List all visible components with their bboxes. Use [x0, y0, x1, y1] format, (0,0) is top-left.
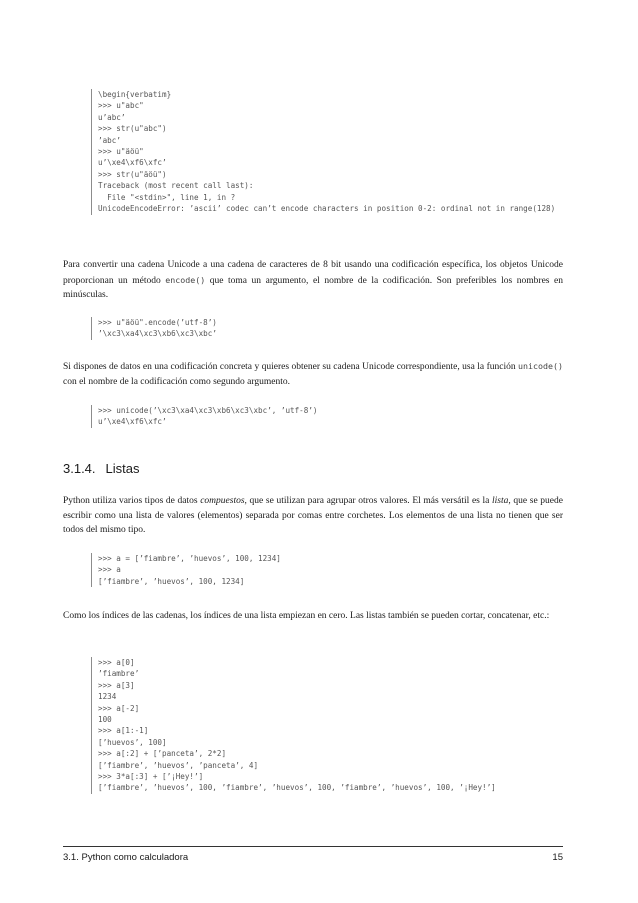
code-line: >>> a: [98, 565, 121, 575]
code-block-encode: [91, 317, 217, 340]
footer-section-title: 3.1. Python como calculadora: [63, 852, 189, 863]
code-line: ’abc’: [98, 135, 121, 145]
code-line: >>> u"abc": [98, 101, 144, 111]
paragraph-text: Para convertir una cadena Unicode a una cadena de caracteres de 8 bit usando una codificación específica, los objetos Unicode proporcionan un método: [63, 260, 563, 286]
code-line: u’abc’: [98, 112, 126, 122]
code-line: >>> a[:2] + [’panceta’, 2*2]: [98, 749, 227, 759]
code-line: 1234: [98, 692, 117, 702]
code-block-list-operations: [91, 657, 496, 794]
code-line: u’\xe4\xf6\xfc’: [98, 158, 167, 168]
code-line: File "<stdin>", line 1, in ?: [98, 192, 236, 202]
paragraph-lists-intro: [63, 494, 563, 538]
paragraph-unicode-function: [63, 359, 563, 389]
code-line: >>> a[1:-1]: [98, 726, 149, 736]
section-number: 3.1.4.: [63, 461, 96, 476]
paragraph-text: con el nombre de la codificación como segundo argumento.: [63, 376, 290, 387]
section-title: Listas: [105, 461, 140, 476]
code-line: >>> a[-2]: [98, 703, 140, 713]
code-line: >>> a[3]: [98, 680, 135, 690]
code-line: [’fiambre’, ’huevos’, ’panceta’, 4]: [98, 760, 259, 770]
paragraph-text: Si dispones de datos en una codificación concreta y quieres obtener su cadena Unicode correspondiente, usa la función: [63, 362, 519, 372]
code-line: 100: [98, 714, 112, 724]
paragraph-encode: [63, 258, 563, 303]
code-line: >>> 3*a[:3] + [’¡Hey!’]: [98, 771, 204, 781]
paragraph-text: , que se puede escribir como una lista de valores (elementos) separada por comas entre corchetes. Los elementos de una lista no tienen que ser todos del mismo tipo.: [63, 496, 563, 536]
code-block-unicode-decode: [91, 405, 317, 428]
code-line: >>> a[0]: [98, 658, 135, 667]
emphasis-lista: lista: [492, 496, 509, 506]
emphasis-compuestos: compuestos: [200, 496, 245, 506]
inline-code-encode: encode(): [165, 274, 206, 285]
code-line: >>> str(u"äöü"): [98, 169, 167, 179]
code-line: >>> u"äöü": [98, 146, 144, 156]
section-heading: [63, 461, 140, 476]
footer-divider: [63, 846, 563, 847]
paragraph-list-indices: Como los índices de las cadenas, los índices de una lista empiezan en cero. Las listas también se pueden cortar, concatenar, etc.:: [63, 611, 550, 621]
paragraph-text: Python utiliza varios tipos de datos: [63, 496, 201, 506]
code-line: ’fiambre’: [98, 669, 140, 679]
code-line: >>> u"äöü".encode(’utf-8’): [98, 318, 217, 327]
code-line: u’\xe4\xf6\xfc’: [98, 417, 167, 427]
code-block-list-definition: [91, 553, 281, 587]
code-line: >>> str(u"abc"): [98, 124, 167, 134]
paragraph-text: que toma un argumento, el nombre de la codificación. Son preferibles los nombres en minúsculas.: [63, 275, 563, 301]
footer-page-number: 15: [552, 852, 563, 863]
inline-code-unicode: unicode(): [518, 361, 563, 371]
paragraph-text: , que se utilizan para agrupar otros valores. El más versátil es la: [244, 496, 492, 506]
code-line: ’\xc3\xa4\xc3\xb6\xc3\xbc’: [98, 329, 217, 339]
code-line: [’huevos’, 100]: [98, 737, 167, 747]
code-line: >>> a = [’fiambre’, ’huevos’, 100, 1234]: [98, 554, 281, 563]
code-line: \begin{verbatim}: [98, 90, 172, 99]
code-line: >>> unicode(’\xc3\xa4\xc3\xb6\xc3\xbc’, ’utf-8’): [98, 406, 318, 415]
code-line: Traceback (most recent call last):: [98, 181, 254, 191]
code-block-unicode-str: [91, 89, 555, 215]
code-line: [’fiambre’, ’huevos’, 100, 1234]: [98, 576, 245, 586]
code-line: [’fiambre’, ’huevos’, 100, ’fiambre’, ’huevos’, 100, ’fiambre’, ’huevos’, 100, ’¡Hey!’]: [98, 783, 496, 793]
code-line: UnicodeEncodeError: ’ascii’ codec can’t encode characters in position 0-2: ordinal not in range(128): [98, 203, 556, 213]
